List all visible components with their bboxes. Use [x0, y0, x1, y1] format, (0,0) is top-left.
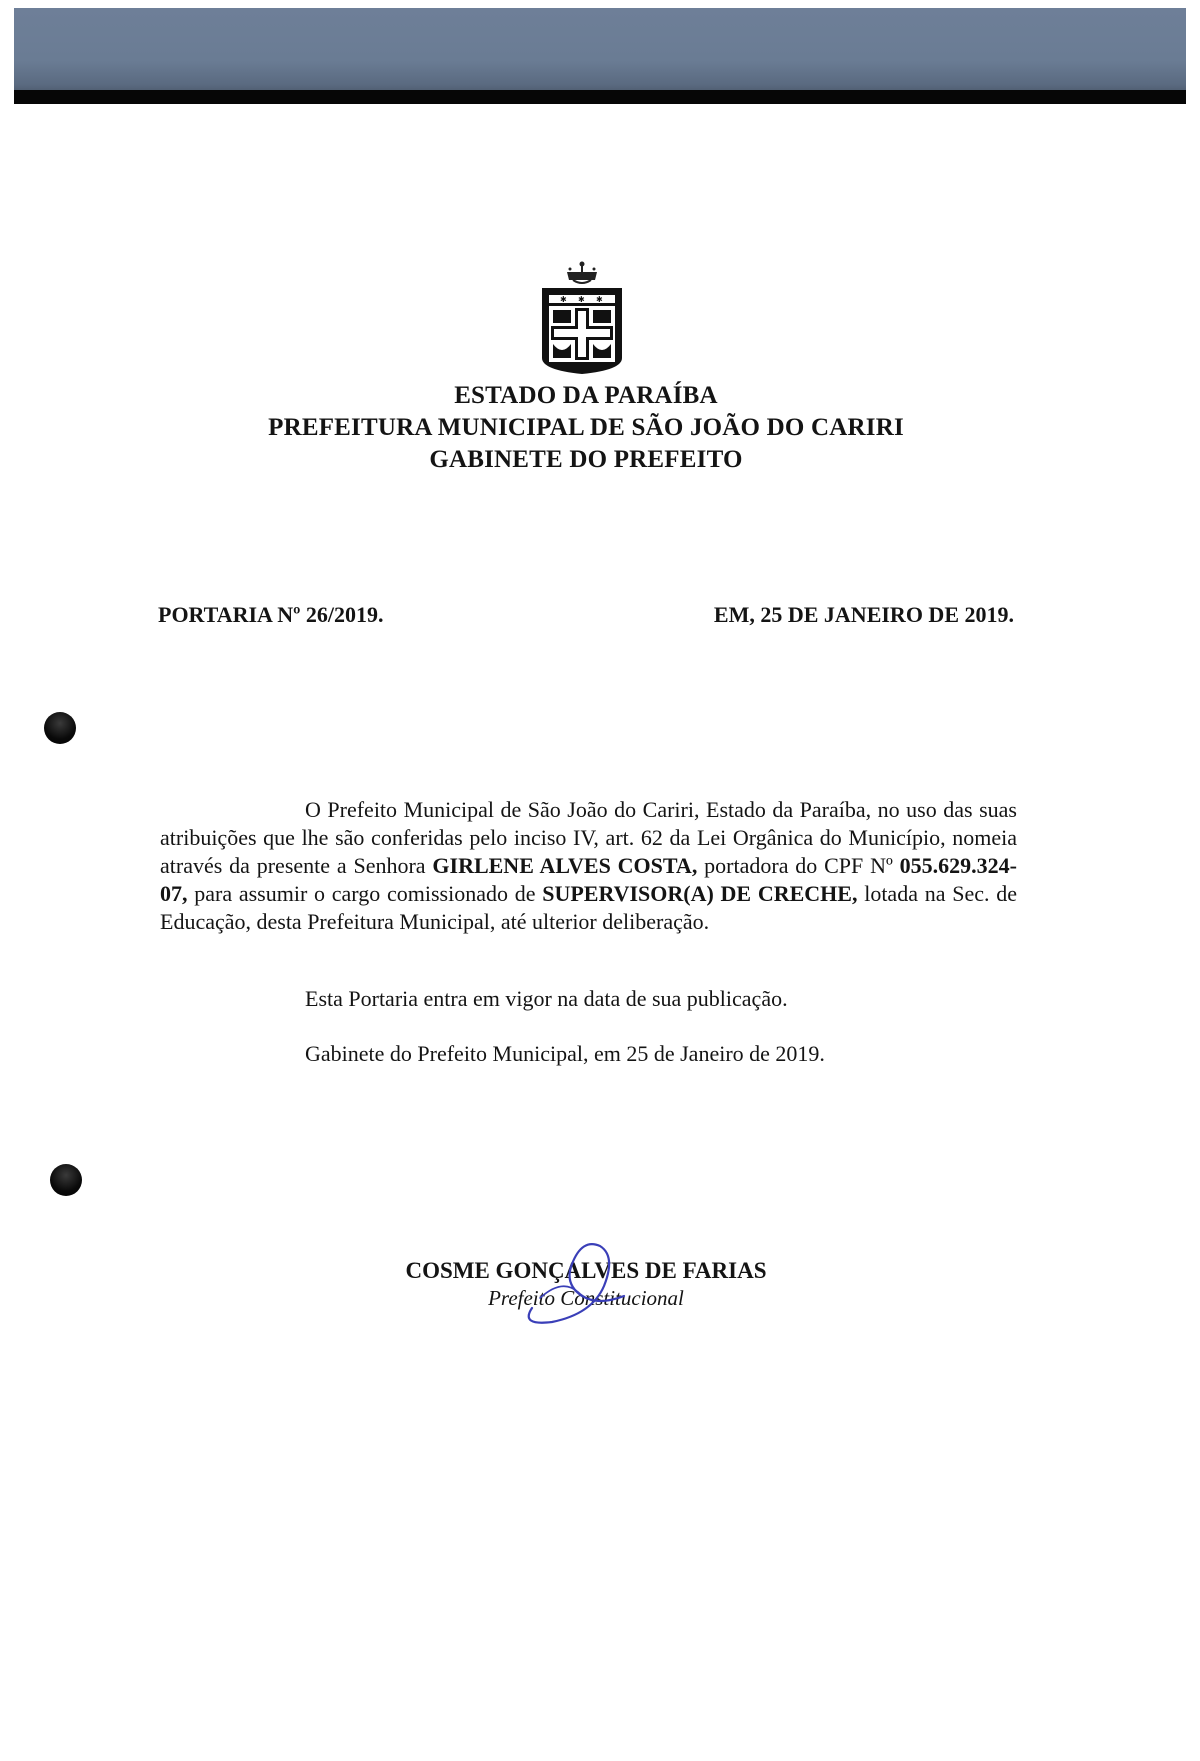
document-number: PORTARIA Nº 26/2019.	[158, 602, 384, 627]
header-office: GABINETE DO PREFEITO	[429, 446, 743, 473]
svg-text:✱: ✱	[560, 295, 567, 304]
body-text: O Prefeito Municipal de São João do Cariri, Estado da Paraíba, no uso das suas atribuições que lhe são conferidas pelo inciso IV, art. 62 da Lei Orgânica do Município, nomeia através da presente a Senhora	[160, 797, 1017, 878]
signatory-title: Prefeito Constitucional	[488, 1286, 684, 1310]
signatory-name: COSME GONÇALVES DE FARIAS	[405, 1258, 767, 1283]
appointee-name: GIRLENE ALVES COSTA,	[432, 853, 698, 878]
position-title: SUPERVISOR(A) DE CRECHE,	[542, 881, 858, 906]
scan-header-bar	[14, 8, 1186, 104]
scan-edge	[14, 90, 1186, 104]
handwritten-signature	[512, 1238, 642, 1328]
punch-hole	[50, 1164, 82, 1196]
document-body	[160, 796, 1017, 936]
document-date: EM, 25 DE JANEIRO DE 2019.	[713, 602, 1014, 627]
header-municipality: PREFEITURA MUNICIPAL DE SÃO JOÃO DO CARIRI	[268, 414, 904, 441]
header-state: ESTADO DA PARAÍBA	[454, 382, 718, 409]
svg-text:✱: ✱	[578, 295, 585, 304]
closing-line: Gabinete do Prefeito Municipal, em 25 de Janeiro de 2019.	[305, 1041, 825, 1066]
cpf-number: 055.629.324-07,	[160, 853, 1017, 906]
svg-text:✱: ✱	[596, 295, 603, 304]
effective-clause: Esta Portaria entra em vigor na data de sua publicação.	[305, 986, 788, 1011]
body-text: lotada na Sec. de Educação, desta Prefeitura Municipal, até ulterior deliberação.	[160, 881, 1017, 934]
coat-of-arms-icon	[537, 258, 627, 376]
punch-hole	[44, 712, 76, 744]
body-text: para assumir o cargo comissionado de	[187, 881, 543, 906]
body-text: portadora do CPF Nº	[697, 853, 900, 878]
